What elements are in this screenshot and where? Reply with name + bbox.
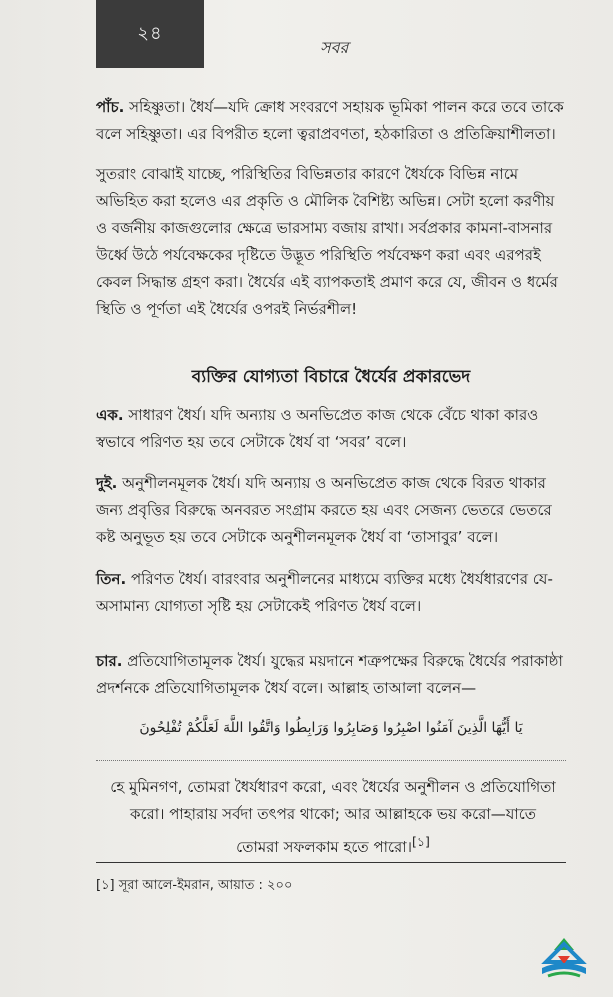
paragraph-text: সহিষ্ণুতা। ধৈর্য—যদি ক্রোধ সংবরণে সহায়ক ভূমিকা পালন করে তবে তাকে বলে সহিষ্ণুতা। এর বিপরীত হলো ত্বরাপ্রবণতা, হঠকারিতা ও প্রতিক্রিয়াশীলতা।: [96, 98, 564, 143]
item-text: পরিণত ধৈর্য। বারংবার অনুশীলনের মাধ্যমে ব্যক্তির মধ্যে ধৈর্যধারণের যে-অসামান্য যোগ্যতা সৃষ্টি হয় সেটাকেই পরিণত ধৈর্য বলে।: [96, 570, 553, 615]
page-number-text: ২৪: [137, 22, 163, 44]
running-title: সবর: [320, 38, 349, 57]
type-item-3: [96, 566, 566, 620]
item-label: তিন.: [96, 570, 127, 588]
footnote: [১] সূরা আলে-ইমরান, আয়াত : ২০০: [96, 878, 293, 893]
verse-divider: [96, 760, 566, 761]
paragraph-patience-tolerance: [96, 94, 566, 148]
verse-translation: [108, 774, 558, 861]
translation-text: হে মুমিনগণ, তোমরা ধৈর্যধারণ করো, এবং ধৈর্যের অনুশীলন ও প্রতিযোগিতা করো। পাহারায় সর্বদা তৎপর থাকো; আর আল্লাহকে ভয় করো—যাতে তোমরা সফলকাম হতে পারো।: [110, 778, 556, 856]
type-item-1: [96, 402, 566, 456]
item-label: পাঁচ.: [96, 98, 125, 116]
footnote-divider: [96, 862, 566, 863]
item-label: এক.: [96, 406, 124, 424]
item-label: দুই.: [96, 474, 118, 492]
publisher-logo-icon: [538, 936, 590, 980]
arabic-verse: يَا أَيُّهَا الَّذِينَ آمَنُوا اصْبِرُوا وَصَابِرُوا وَرَابِطُوا وَاتَّقُوا اللَّهَ لَعَلَّكُمْ تُفْلِحُونَ: [139, 720, 523, 736]
item-label: চার.: [96, 652, 123, 670]
item-text: সাধারণ ধৈর্য। যদি অন্যায় ও অনভিপ্রেত কাজ থেকে বেঁচে থাকা কারও স্বভাবে পরিণত হয় তবে সেটাকে ধৈর্য বা ‘সবর’ বলে।: [96, 406, 539, 451]
type-item-4: [96, 648, 566, 702]
item-text: প্রতিযোগিতামূলক ধৈর্য। যুদ্ধের ময়দানে শত্রুপক্ষের বিরুদ্ধে ধৈর্যের পরাকাষ্ঠা প্রদর্শনকে প্রতিযোগিতামূলক ধৈর্য বলে। আল্লাহ তাআলা বলেন—: [96, 652, 563, 697]
type-item-2: [96, 470, 566, 551]
paragraph-summary: সুতরাং বোঝাই যাচ্ছে, পরিস্থিতির বিভিন্নতার কারণে ধৈর্যকে বিভিন্ন নামে অভিহিত করা হলেও এর প্রকৃতি ও মৌলিক বৈশিষ্ট্য অভিন্ন। সেটা হলো করণীয় ও বর্জনীয় কাজগুলোর ক্ষেত্রে ভারসাম্য বজায় রাখা। সর্বপ্রকার কামনা-বাসনার উর্ধ্বে উঠে পর্যবেক্ষকের দৃষ্টিতে উদ্ভূত পরিস্থিতি পর্যবেক্ষণ করা এবং এরপরই কেবল সিদ্ধান্ত গ্রহণ করা। ধৈর্যের এই ব্যাপকতাই প্রমাণ করে যে, জীবন ও ধর্মের স্থিতি ও পূর্ণতা এই ধৈর্যের ওপরই নির্ভরশীল!: [96, 165, 558, 318]
section-heading: ব্যক্তির যোগ্যতা বিচারে ধৈর্যের প্রকারভেদ: [191, 367, 471, 387]
footnote-marker: [১]: [411, 834, 430, 849]
page-number: [96, 0, 204, 68]
item-text: অনুশীলনমূলক ধৈর্য। যদি অন্যায় ও অনভিপ্রেত কাজ থেকে বিরত থাকার জন্য প্রবৃত্তির বিরুদ্ধে অনবরত সংগ্রাম করতে হয় এবং সেজন্য ভেতরে ভেতরে কষ্ট অনুভূত হয় তবে সেটাকে অনুশীলনমূলক ধৈর্য বা ‘তাসাবুর’ বলে।: [96, 474, 552, 546]
